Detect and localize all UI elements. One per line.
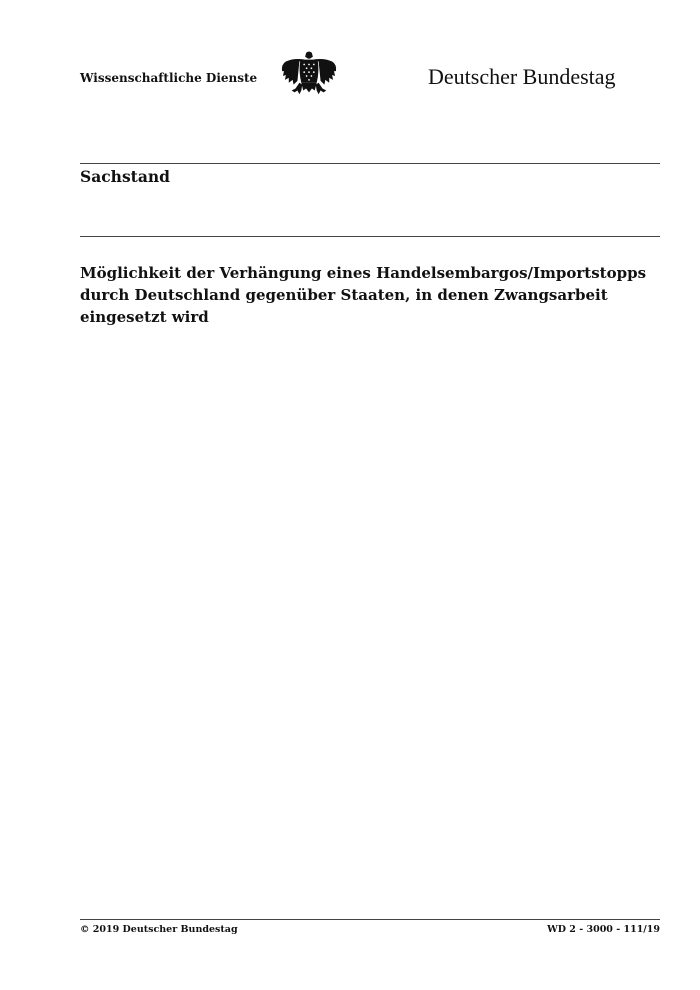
header-institution: Deutscher Bundestag <box>428 64 616 89</box>
rule-top <box>80 163 660 164</box>
document-title-line: eingesetzt wird <box>80 308 209 326</box>
document-type: Sachstand <box>80 167 170 186</box>
document-title <box>80 262 655 328</box>
rule-footer <box>80 919 660 920</box>
rule-middle <box>80 236 660 237</box>
federal-eagle-icon <box>280 50 338 102</box>
footer-reference: WD 2 - 3000 - 111/19 <box>547 924 660 935</box>
document-title-line: Möglichkeit der Verhängung eines Handelsembargos/Importstopps <box>80 264 647 282</box>
header-department: Wissenschaftliche Dienste <box>80 71 258 85</box>
document-title-line: durch Deutschland gegenüber Staaten, in denen Zwangsarbeit <box>80 286 608 304</box>
footer-copyright: © 2019 Deutscher Bundestag <box>80 924 238 935</box>
